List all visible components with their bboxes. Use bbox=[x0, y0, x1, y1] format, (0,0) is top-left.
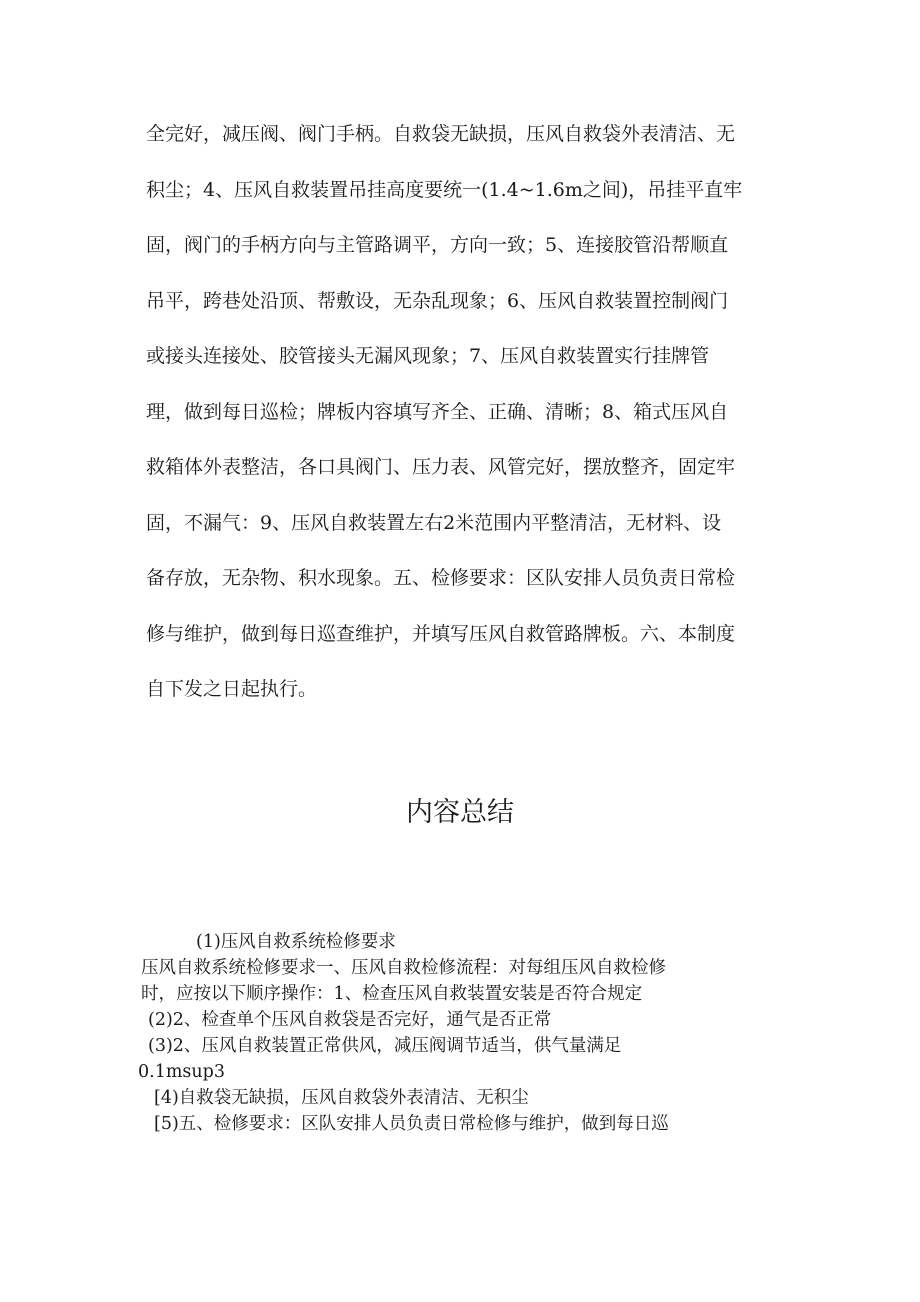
summary-item-5: [5)五、检修要求：区队安排人员负责日常检修与维护，做到每日巡 bbox=[154, 1114, 669, 1134]
summary-item-1-text: 压风自救系统检修要求一、压风自救检修流程：对每组压风自救检修 bbox=[141, 958, 666, 978]
body-line: 吊平，跨巷处沿顶、帮敷设，无杂乱现象；6、压风自救装置控制阀门 bbox=[146, 289, 729, 312]
body-line: 救箱体外表整洁，各口具阀门、压力表、风管完好，摆放整齐，固定牢 bbox=[146, 456, 736, 478]
body-line: 修与维护，做到每日巡查维护，并填写压风自救管路牌板。六、本制度 bbox=[146, 622, 736, 645]
summary-item-3-continued: 0.1msup3 bbox=[138, 1062, 226, 1082]
body-line: 固，不漏气：9、压风自救装置左右2米范围内平整清洁，无材料、设 bbox=[146, 511, 722, 534]
summary-item-3: (3)2、压风自救装置正常供风，减压阀调节适当，供气量满足 bbox=[148, 1036, 622, 1056]
body-line: 全完好，减压阀、阀门手柄。自救袋无缺损，压风自救袋外表清洁、无 bbox=[146, 123, 736, 145]
body-paragraph bbox=[146, 112, 776, 723]
summary-item-1-heading: (1)压风自救系统检修要求 bbox=[196, 932, 396, 952]
body-line: 备存放，无杂物、积水现象。五、检修要求：区队安排人员负责日常检 bbox=[146, 567, 736, 589]
summary-item-4: [4)自救袋无缺损，压风自救袋外表清洁、无积尘 bbox=[154, 1088, 529, 1108]
body-line: 自下发之日起执行。 bbox=[146, 678, 318, 700]
body-line: 理，做到每日巡检；牌板内容填写齐全、正确、清晰；8、箱式压风自 bbox=[146, 400, 729, 423]
body-line: 积尘；4、压风自救装置吊挂高度要统一(1.4~1.6m之间)，吊挂平直牢 bbox=[146, 178, 743, 201]
body-line: 固，阀门的手柄方向与主管路调平，方向一致；5、连接胶管沿帮顺直 bbox=[146, 234, 729, 256]
summary-item-2: (2)2、检查单个压风自救袋是否完好，通气是否正常 bbox=[148, 1010, 552, 1030]
summary-item-1-text: 时，应按以下顺序操作：1、检查压风自救装置安装是否符合规定 bbox=[141, 984, 643, 1004]
summary-title: 内容总结 bbox=[406, 797, 514, 828]
summary-list bbox=[138, 929, 791, 1137]
body-line: 或接头连接处、胶管接头无漏风现象；7、压风自救装置实行挂牌管 bbox=[146, 345, 710, 367]
